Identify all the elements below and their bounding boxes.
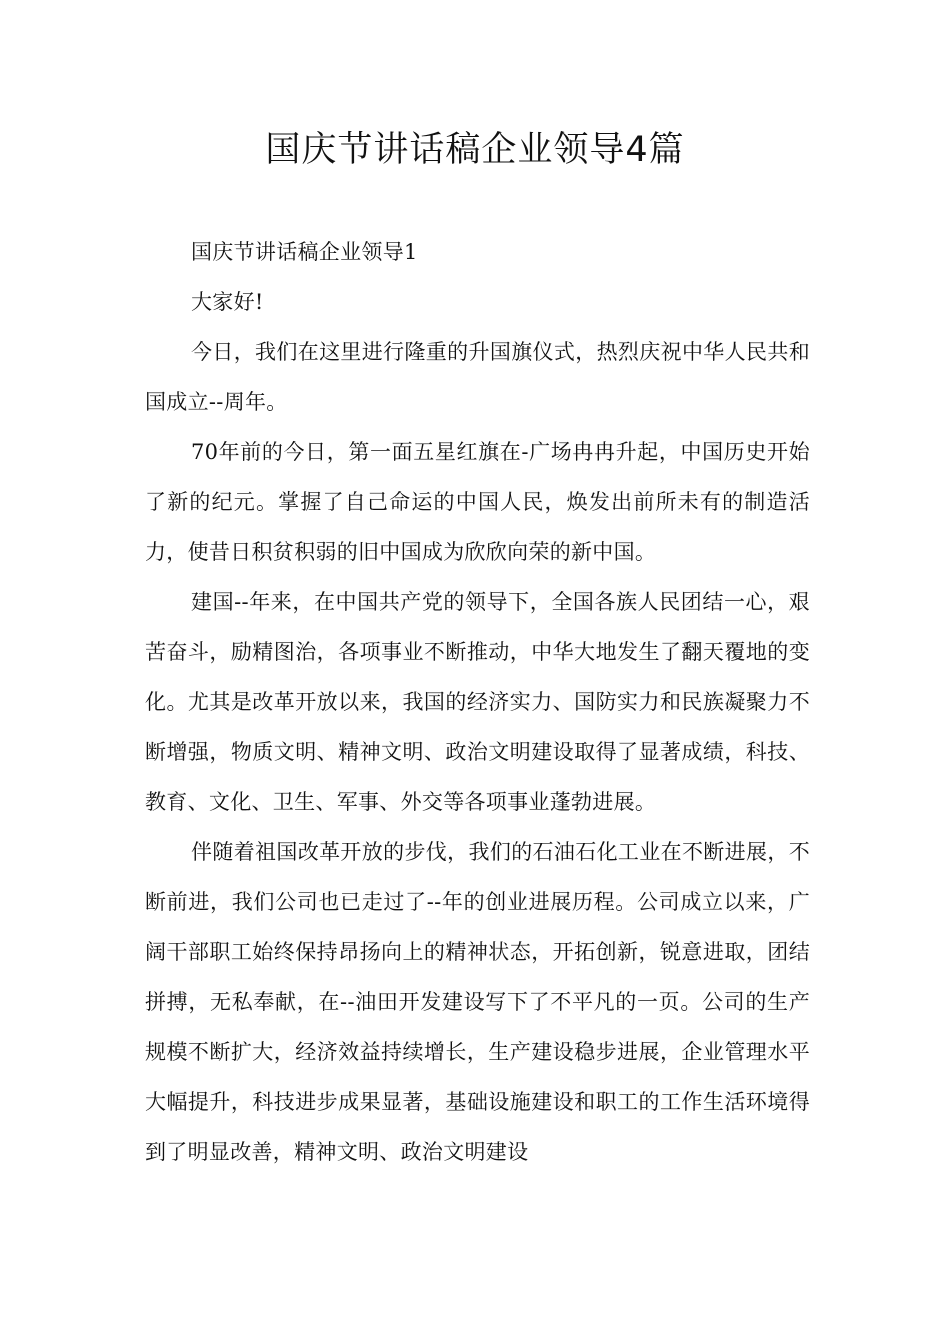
paragraph: 70年前的今日，第一面五星红旗在-广场冉冉升起，中国历史开始了新的纪元。掌握了自己命运的中国人民，焕发出前所未有的制造活力，使昔日积贫积弱的旧中国成为欣欣向荣的新中国。 [145,440,810,564]
paragraph-greeting: 大家好! [191,290,264,314]
paragraph-subheading: 国庆节讲话稿企业领导1 [191,240,418,264]
document-body [145,227,810,1177]
paragraph: 今日，我们在这里进行隆重的升国旗仪式，热烈庆祝中华人民共和国成立--周年。 [145,340,810,414]
paragraph: 建国--年来，在中国共产党的领导下，全国各族人民团结一心，艰苦奋斗，励精图治，各项事业不断推动，中华大地发生了翻天覆地的变化。尤其是改革开放以来，我国的经济实力、国防实力和民族凝聚力不断增强，物质文明、精神文明、政治文明建设取得了显著成绩，科技、教育、文化、卫生、军事、外交等各项事业蓬勃进展。 [145,590,810,814]
paragraph: 伴随着祖国改革开放的步伐，我们的石油石化工业在不断进展，不断前进，我们公司也已走过了--年的创业进展历程。公司成立以来，广阔干部职工始终保持昂扬向上的精神状态，开拓创新，锐意进取，团结拼搏，无私奉献，在--油田开发建设写下了不平凡的一页。公司的生产规模不断扩大，经济效益持续增长，生产建设稳步进展，企业管理水平大幅提升，科技进步成果显著，基础设施建设和职工的工作生活环境得到了明显改善，精神文明、政治文明建设 [145,840,810,1164]
document-title: 国庆节讲话稿企业领导4篇 [265,130,685,170]
